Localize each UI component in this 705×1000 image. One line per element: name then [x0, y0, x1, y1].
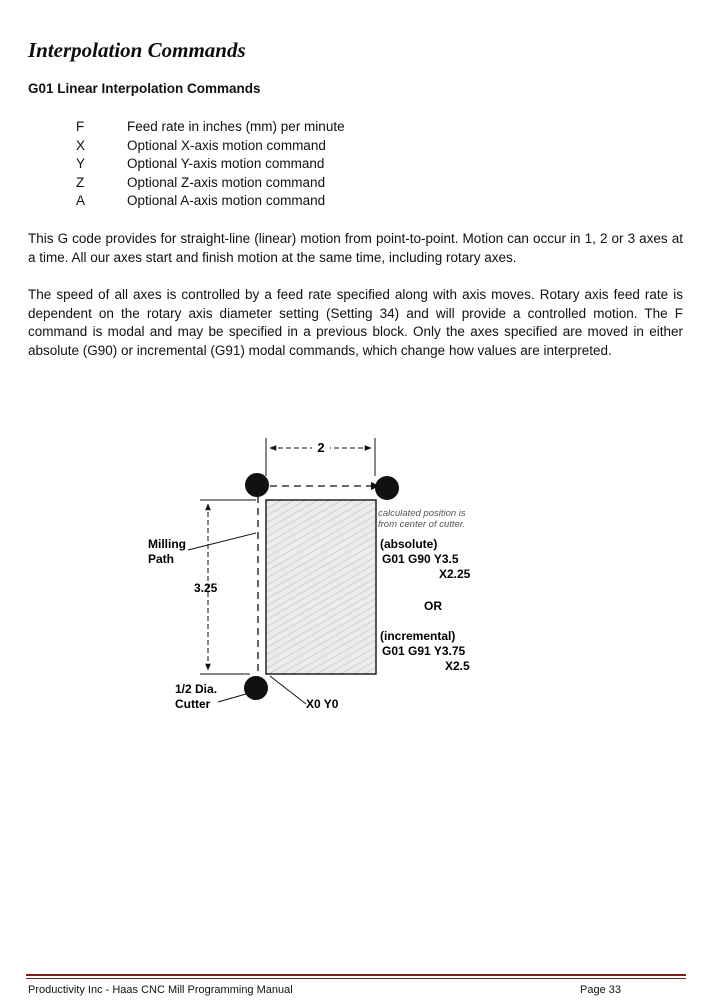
position-note-line1: calculated position is	[378, 508, 466, 519]
milling-label-line1: Milling	[148, 537, 186, 551]
body-paragraph-2: The speed of all axes is controlled by a feed rate specified along with axis moves. Rotary axis feed rate is dependent on the rotary axis diameter setting (Setting 34) and will provide a controlled motion. The F command is modal and may be specified in a previous block. Only the axes specified are moved in either absolute (G90) or incremental (G91) modal commands, which change how values are interpreted.	[28, 287, 683, 358]
cutter-label-line2: Cutter	[175, 697, 211, 711]
param-description: Optional A-axis motion command	[127, 193, 326, 208]
absolute-code-line1: G01 G90 Y3.5	[382, 552, 459, 566]
param-row-f	[76, 118, 345, 137]
linear-interpolation-figure	[130, 428, 530, 728]
param-row-y	[76, 155, 345, 174]
param-row-a	[76, 192, 345, 211]
param-letter: F	[76, 119, 85, 134]
body-paragraph-1: This G code provides for straight-line (linear) motion from point-to-point. Motion can occur in 1, 2 or 3 axes at a time. All our axes start and finish motion at the same time, including rotary axes.	[28, 231, 683, 265]
footer-rule	[26, 974, 686, 976]
footer-page-number: Page 33	[580, 984, 621, 996]
param-letter: X	[76, 137, 86, 153]
param-description: Feed rate in inches (mm) per minute	[127, 119, 345, 134]
param-row-x	[76, 137, 345, 156]
section-heading: G01 Linear Interpolation Commands	[28, 81, 261, 96]
incremental-code-line1: G01 G91 Y3.75	[382, 644, 466, 658]
workpiece-block	[266, 500, 376, 674]
param-description: Optional X-axis motion command	[127, 137, 326, 153]
parameter-list	[76, 118, 345, 211]
position-note-line2: from center of cutter.	[378, 519, 466, 530]
cutter-top-right	[375, 476, 399, 500]
cutter-label-line1: 1/2 Dia.	[175, 682, 218, 696]
param-letter: A	[76, 193, 86, 208]
cutter-label-leader	[218, 694, 246, 702]
origin-label-leader	[270, 676, 306, 704]
absolute-code-line2: X2.25	[439, 567, 471, 581]
height-dimension-label: 3.25	[194, 581, 218, 595]
width-dimension-label: 2	[317, 440, 325, 455]
origin-label: X0 Y0	[306, 697, 339, 711]
footer-manual-title: Productivity Inc - Haas CNC Mill Programming Manual	[28, 984, 293, 996]
milling-label-leader	[188, 533, 256, 550]
absolute-label: (absolute)	[380, 537, 438, 551]
incremental-label: (incremental)	[380, 629, 456, 643]
param-letter: Y	[76, 156, 86, 171]
or-label: OR	[424, 599, 442, 613]
param-description: Optional Y-axis motion command	[127, 156, 325, 171]
param-letter: Z	[76, 174, 85, 190]
cutter-origin	[244, 676, 268, 700]
param-description: Optional Z-axis motion command	[127, 174, 326, 190]
param-row-z	[76, 174, 345, 193]
page-title: Interpolation Commands	[28, 38, 246, 62]
cutter-top-left	[245, 473, 269, 497]
milling-label-line2: Path	[148, 552, 175, 566]
footer-rule-thin	[26, 978, 686, 979]
incremental-code-line2: X2.5	[445, 659, 470, 673]
